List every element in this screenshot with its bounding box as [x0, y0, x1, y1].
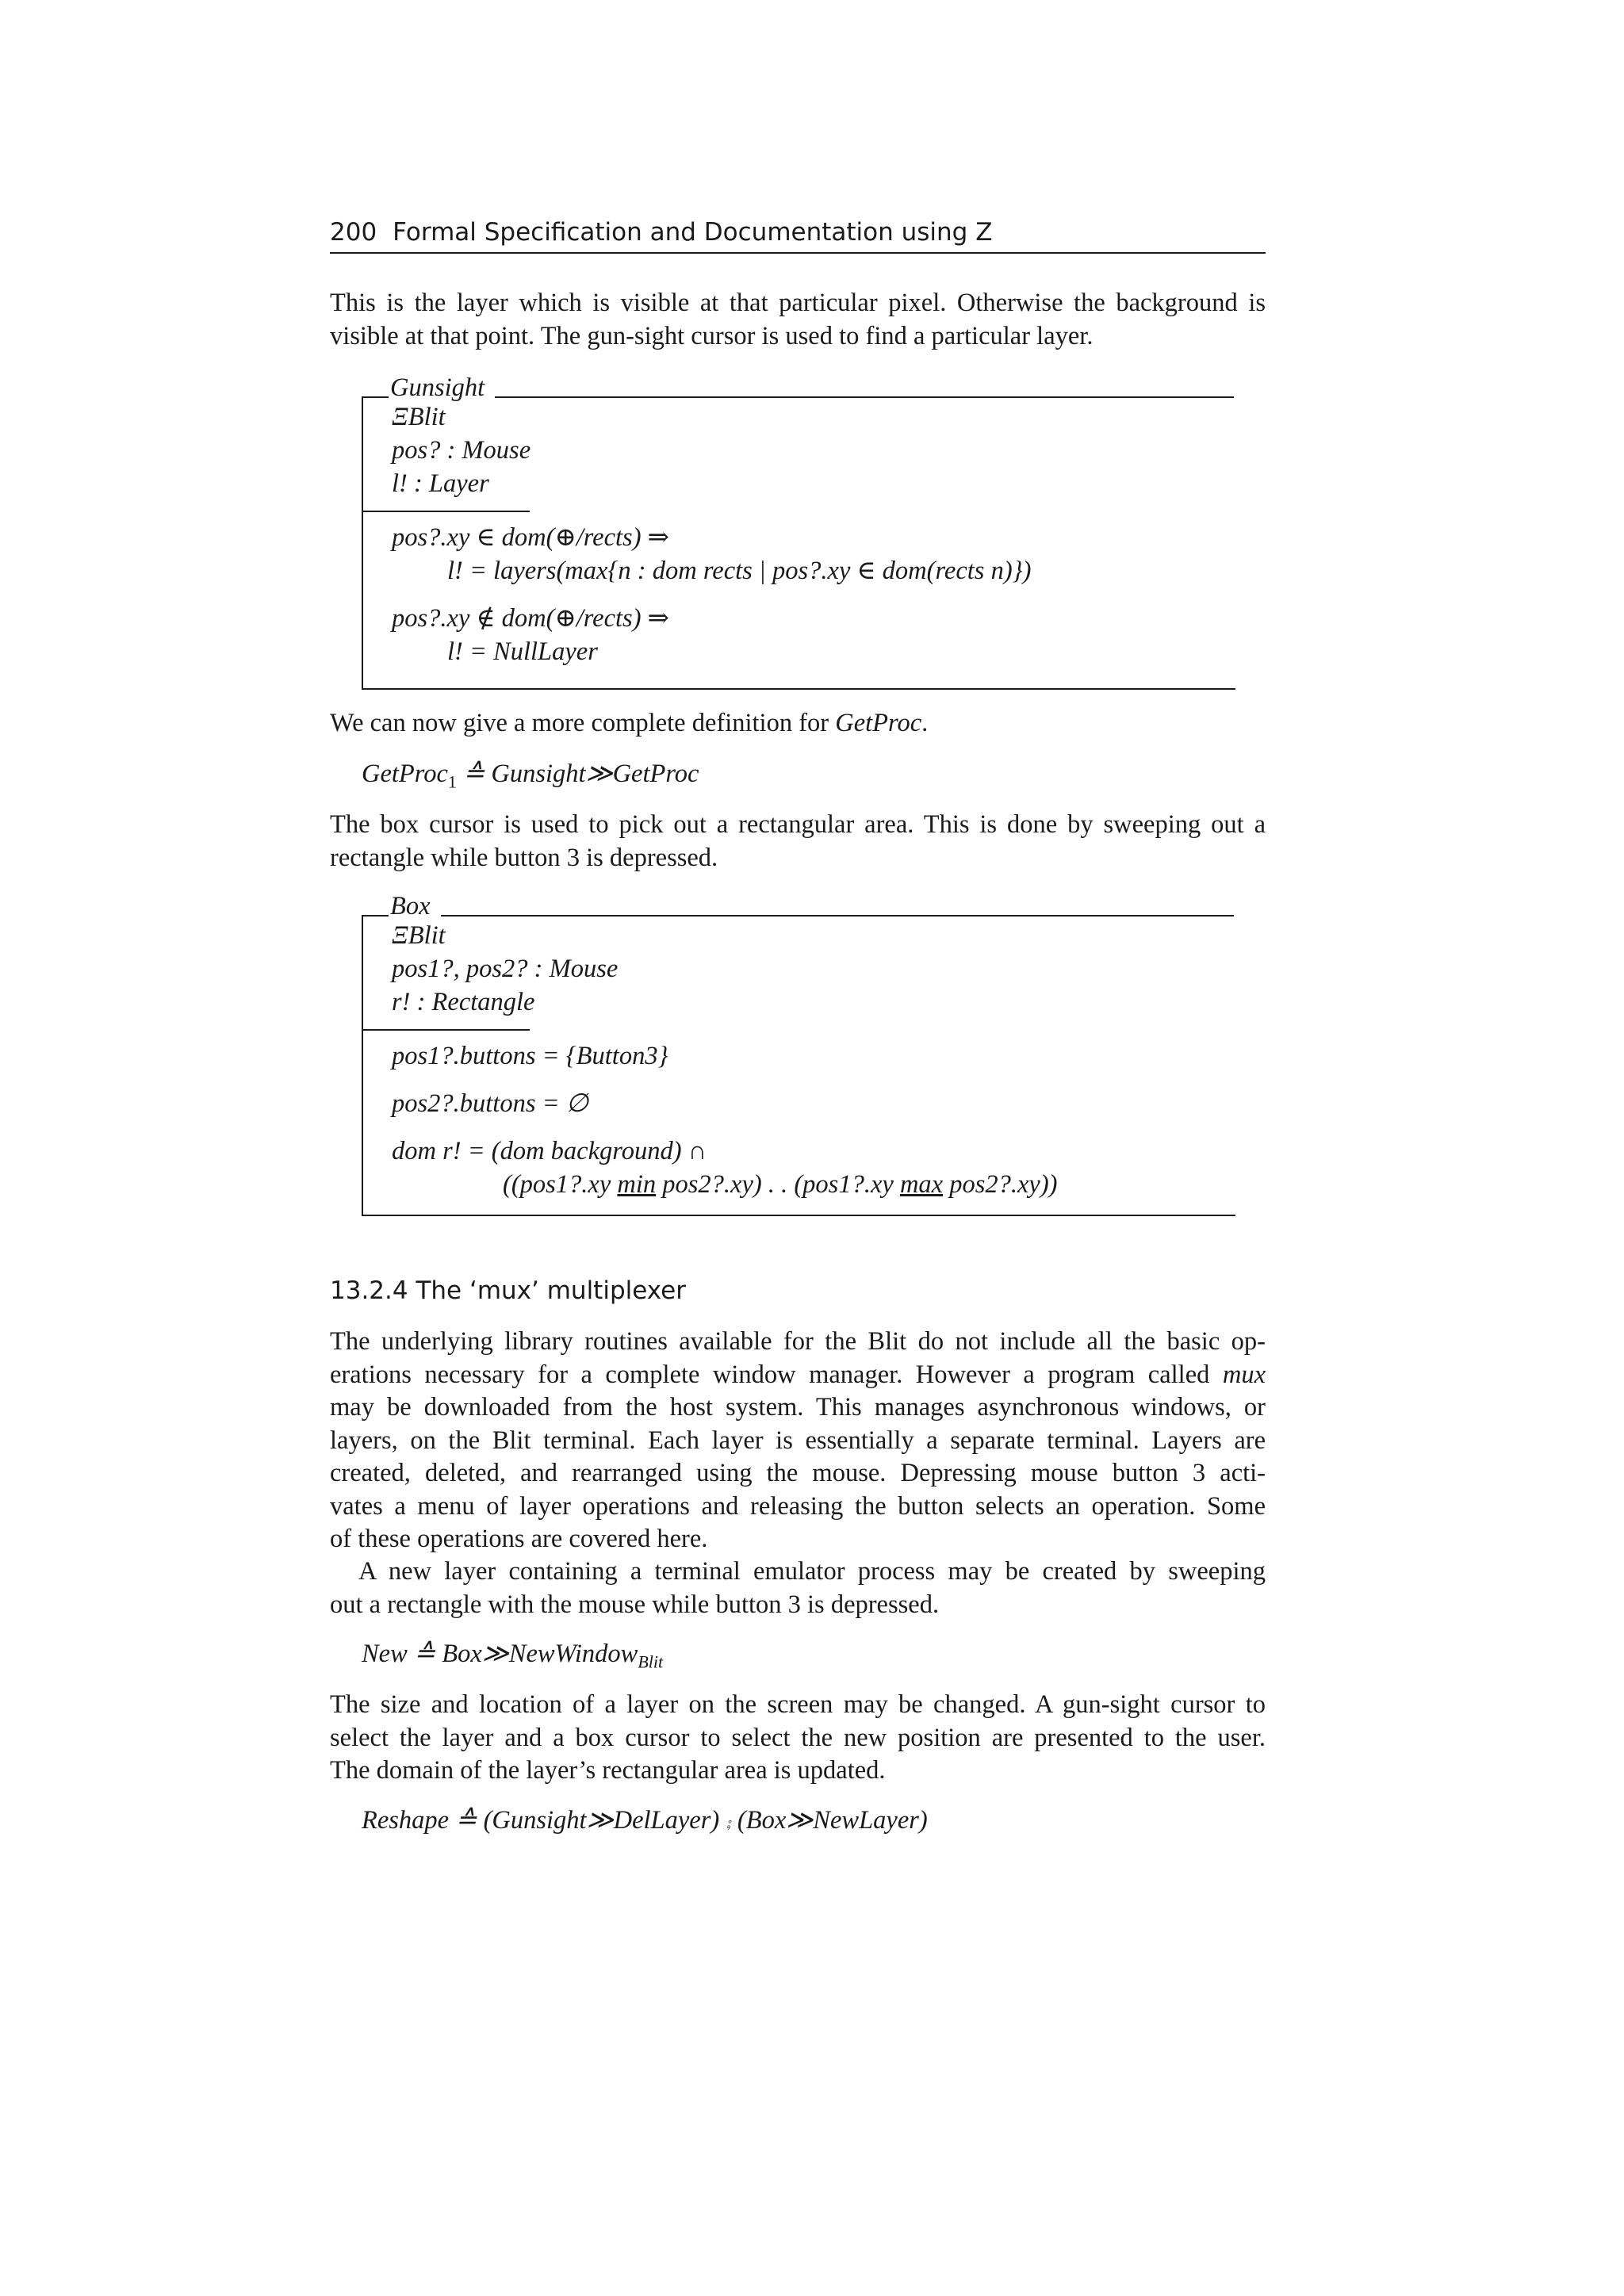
schema-decl: ΞBlit — [392, 921, 446, 950]
schema-decl: r! : Rectangle — [392, 988, 535, 1016]
schema-predicate: pos1?.buttons = {Button3} — [392, 1042, 668, 1070]
text-line: The box cursor is used to pick out a rectangular area. This is done by sweeping out a — [330, 810, 1266, 839]
schema-predicate: pos2?.buttons = ∅ — [392, 1089, 588, 1118]
operator-max: max — [899, 1170, 944, 1199]
text-line: may be downloaded from the host system. This manages asynchronous windows, or — [330, 1393, 1266, 1422]
paragraph-mux — [330, 1326, 1266, 1556]
text-line: The domain of the layer’s rectangular area is updated. — [330, 1756, 886, 1785]
text-line: visible at that point. The gun-sight cursor is used to find a particular layer. — [330, 321, 1094, 350]
def-subscript: 1 — [447, 771, 457, 792]
paragraph-new-layer — [330, 1556, 1266, 1621]
schema-decl: pos1?, pos2? : Mouse — [392, 955, 619, 983]
text-line: created, deleted, and rearranged using the mouse. Depressing mouse button 3 acti- — [330, 1459, 1266, 1487]
text-line: rectangle while button 3 is depressed. — [330, 843, 718, 872]
definition-getproc1 — [362, 758, 699, 798]
schema-predicate: l! = NullLayer — [447, 637, 598, 666]
text-line: vates a menu of layer operations and releasing the button selects an operation. Some — [330, 1491, 1266, 1521]
schema-decl: l! : Layer — [392, 469, 489, 498]
paragraph-intro — [330, 287, 1266, 353]
text-span: . — [921, 709, 929, 737]
schema-predicate: dom r! = (dom background) ∩ — [392, 1137, 707, 1165]
paragraph-box-cursor — [330, 809, 1266, 874]
text-line: select the layer and a box cursor to select the new position are presented to the user. — [330, 1723, 1266, 1752]
text-line: erations necessary for a complete window manager. However a program called mux — [330, 1360, 1266, 1389]
text-line: A new layer containing a terminal emulator process may be created by sweeping — [358, 1557, 1266, 1586]
schema-predicate: l! = layers(max{n : dom rects | pos?.xy ∈ dom(rects n)}) — [447, 557, 1032, 585]
def-lhs: GetProc — [362, 760, 448, 788]
term-getproc: GetProc — [835, 709, 922, 737]
operator-min: min — [617, 1170, 657, 1199]
paragraph-reshape — [330, 1689, 1266, 1788]
schema-name: Box — [390, 892, 431, 920]
schema-decl: ΞBlit — [392, 403, 446, 431]
text-line: of these operations are covered here. — [330, 1525, 708, 1553]
schema-body — [362, 396, 1235, 690]
def-rhs: ≙ Gunsight≫GetProc — [456, 760, 699, 788]
section-heading: 13.2.4 The ‘mux’ multiplexer — [330, 1276, 686, 1305]
schema-separator — [363, 1029, 530, 1031]
text-line: The underlying library routines available for the Blit do not include all the basic op- — [330, 1327, 1266, 1356]
running-header — [330, 212, 1266, 254]
schema-decl: pos? : Mouse — [392, 436, 531, 465]
text-span: We can now give a more complete definition for — [330, 709, 836, 737]
text-line: out a rectangle with the mouse while button 3 is depressed. — [330, 1590, 940, 1619]
def-text: New ≙ Box≫NewWindow — [362, 1640, 638, 1668]
page-number: 200 — [330, 218, 377, 247]
text-line: The size and location of a layer on the screen may be changed. A gun-sight cursor to — [330, 1690, 1266, 1719]
schema-body — [362, 915, 1235, 1216]
schema-name: Gunsight — [390, 373, 485, 402]
running-title: Formal Specification and Documentation using Z — [393, 218, 993, 247]
schema-predicate: ((pos1?.xy min pos2?.xy) . . (pos1?.xy max pos2?.xy)) — [503, 1170, 1058, 1199]
text-line: layers, on the Blit terminal. Each layer is essentially a separate terminal. Layers are — [330, 1425, 1266, 1455]
schema-predicate: pos?.xy ∈ dom(⊕/rects) ⇒ — [392, 523, 669, 552]
definition-new — [362, 1638, 663, 1678]
paragraph-getproc — [330, 707, 1266, 740]
schema-predicate: pos?.xy ∉ dom(⊕/rects) ⇒ — [392, 604, 669, 633]
term-mux: mux — [1222, 1360, 1266, 1389]
text-line: This is the layer which is visible at that particular pixel. Otherwise the background is — [330, 289, 1266, 317]
definition-reshape: Reshape ≙ (Gunsight≫DelLayer) ⨾ (Box≫NewLayer) — [362, 1806, 928, 1835]
schema-separator — [363, 511, 530, 512]
def-subscript: Blit — [638, 1651, 664, 1672]
